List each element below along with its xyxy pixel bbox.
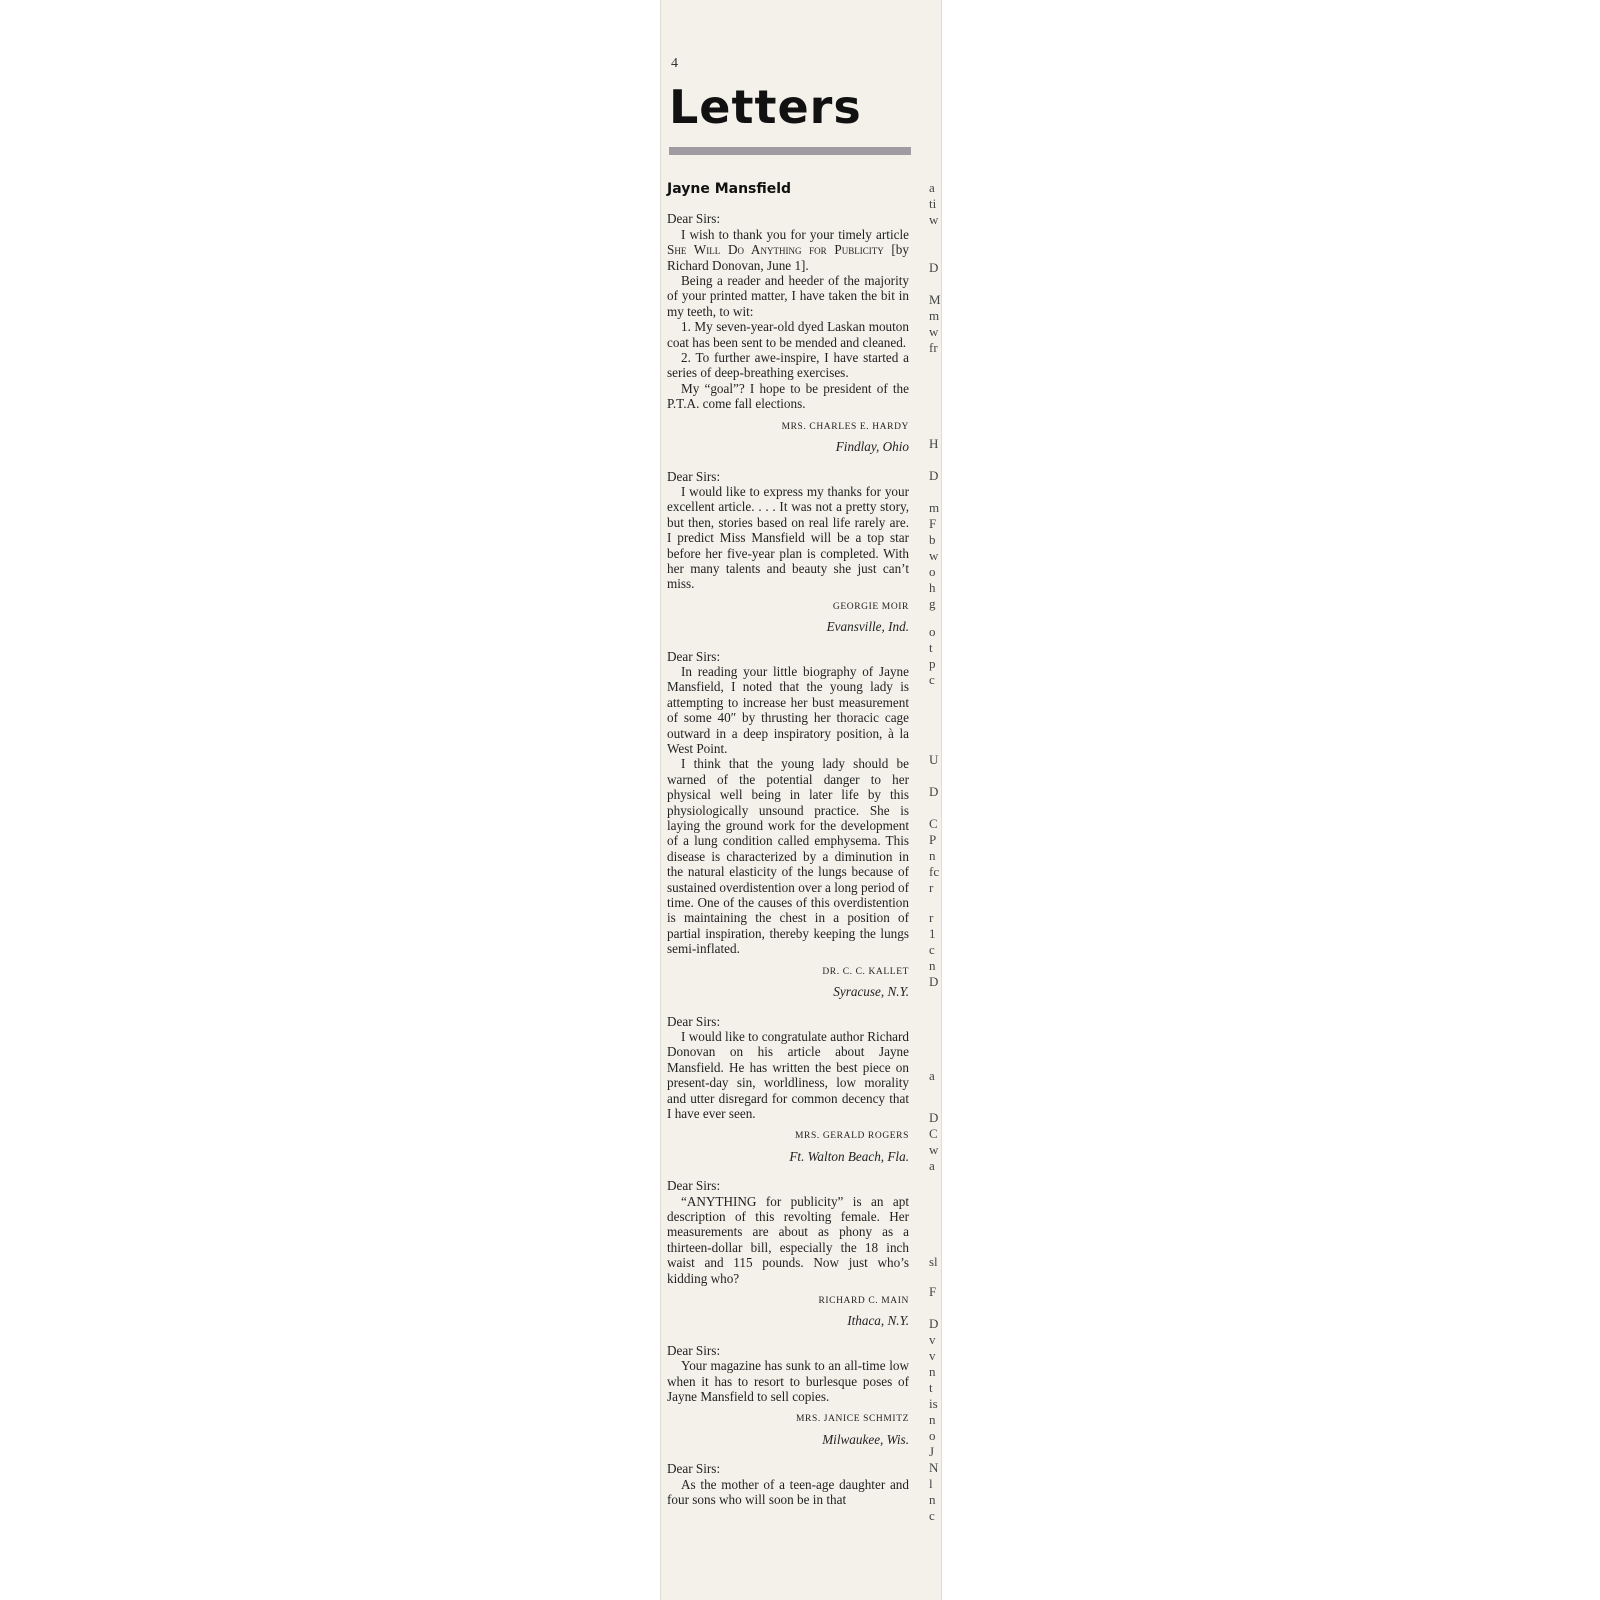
column-fragment: c: [929, 1508, 935, 1523]
column-fragment: c: [929, 672, 935, 687]
column-fragment: g: [929, 596, 936, 611]
letter-salutation: Dear Sirs:: [667, 1013, 721, 1029]
letter-location: Findlay, Ohio: [835, 439, 909, 455]
letter: [667, 1014, 909, 1165]
column-fragment: r: [929, 880, 934, 895]
column-fragment: D: [929, 974, 939, 989]
column-fragment: is: [929, 1396, 938, 1411]
letter-signature: RICHARD C. MAIN: [818, 1296, 909, 1306]
column-fragment: c: [929, 942, 935, 957]
letter-salutation: Dear Sirs:: [667, 211, 721, 227]
column-fragment: a: [929, 1068, 935, 1083]
column-fragment: H: [929, 436, 939, 451]
letter: [667, 469, 909, 635]
column-fragment: M: [929, 292, 941, 307]
letter-paragraph: I would like to express my thanks for your excellent article. . . . It was not a pretty story, but then, stories based on real life rarely are. I predict Miss Mansfield will be a top star before her five-year plan is completed. With her many talents and beauty she just can’t miss.: [667, 483, 909, 592]
letter: [667, 1178, 909, 1329]
letter-paragraph: Your magazine has sunk to an all-time low when it has to resort to burlesque poses of Jayne Mansfield to sell copies.: [667, 1358, 909, 1405]
letter-paragraph: As the mother of a teen-age daughter and four sons who will soon be in that: [667, 1476, 909, 1508]
column-fragment: D: [929, 468, 939, 483]
letters-column: [667, 182, 909, 1521]
column-fragment: o: [929, 564, 936, 579]
letter-paragraph: 1. My seven-year-old dyed Laskan mouton coat has been sent to be mended and cleaned.: [667, 319, 909, 350]
column-fragment: o: [929, 624, 936, 639]
column-fragment: D: [929, 260, 939, 275]
letter-paragraph: I would like to congratulate author Richard Donovan on his article about Jayne Mansfield. He has written the best piece on present-day sin, worldliness, low morality and utter disregard for common decency that I have ever seen.: [667, 1028, 909, 1121]
column-fragment: v: [929, 1348, 936, 1363]
column-fragment: m: [929, 308, 940, 323]
letter-location: Syracuse, N.Y.: [833, 984, 909, 1000]
column-fragment: n: [929, 1412, 936, 1427]
letter-signature: GEORGIE MOIR: [832, 601, 909, 612]
letter: [667, 1461, 909, 1507]
column-fragment: m: [929, 500, 940, 515]
article-title: She Will Do Anything for Publicity: [667, 242, 884, 258]
letter-salutation: Dear Sirs:: [667, 1461, 721, 1477]
column-fragment: C: [929, 1126, 938, 1141]
letter-paragraph: In reading your little biography of Jayne Mansfield, I noted that the young lady is attempting to increase her bust measurement of some 40″ by thrusting her thoracic cage outward in a deep inspiratory position, à la West Point.: [667, 663, 909, 756]
column-fragment: U: [929, 752, 939, 767]
letter-location: Ithaca, N.Y.: [847, 1313, 909, 1329]
page-title: Letters: [669, 80, 862, 134]
letter-paragraph: I think that the young lady should be warned of the potential danger to her physical well being in later life by this physiologically unsound practice. She is laying the ground work for the development of a lung condition called emphysema. This disease is characterized by a diminution in the natural elasticity of the lungs because of sustained overdistention over a long period of time. One of the causes of this overdistention is maintaining the chest in a position of partial inspiration, thereby keeping the lungs semi-inflated.: [667, 756, 909, 957]
column-fragment: F: [929, 1284, 937, 1299]
column-fragment: h: [929, 580, 936, 595]
column-fragment: a: [929, 1158, 935, 1173]
column-fragment: b: [929, 532, 936, 547]
column-fragment: P: [929, 832, 937, 847]
column-fragment: w: [929, 548, 939, 563]
letter-salutation: Dear Sirs:: [667, 468, 721, 484]
magazine-page-strip: [660, 0, 942, 1600]
column-fragment: v: [929, 1332, 936, 1347]
column-fragment: n: [929, 848, 936, 863]
letter: [667, 1343, 909, 1447]
letter-paragraph: “ANYTHING for publicity” is an apt description of this revolting female. Her measurements are about as phony as a thirteen-dollar bill, especially the 18 inch waist and 115 pounds. Now just who’s kidding who?: [667, 1193, 909, 1286]
column-fragment: D: [929, 784, 939, 799]
letter-location: Ft. Walton Beach, Fla.: [789, 1148, 909, 1164]
letter: [667, 211, 909, 454]
letter: [667, 649, 909, 1000]
column-fragment: p: [929, 656, 936, 671]
column-fragment: t: [929, 1380, 933, 1395]
column-fragment: sl: [929, 1254, 938, 1269]
column-fragment: n: [929, 1364, 936, 1379]
column-fragment: r: [929, 910, 934, 925]
column-fragment: a: [929, 180, 935, 195]
column-fragment: fr: [929, 340, 938, 355]
letter-signature: MRS. JANICE SCHMITZ: [795, 1414, 909, 1425]
letter-signature: DR. C. C. KALLET: [822, 966, 909, 977]
column-fragment: D: [929, 1110, 939, 1125]
column-fragment: n: [929, 1492, 936, 1507]
column-fragment: fc: [929, 864, 940, 879]
column-fragment: F: [929, 516, 937, 531]
column-fragment: o: [929, 1428, 936, 1443]
column-fragment: w: [929, 1142, 939, 1157]
letter-paragraph: I wish to thank you for your timely article She Will Do Anything for Publicity [by Richard Donovan, June 1].: [667, 226, 909, 273]
title-rule: [669, 147, 911, 155]
letter-location: Evansville, Ind.: [826, 619, 909, 635]
column-fragment: w: [929, 324, 939, 339]
letter-salutation: Dear Sirs:: [667, 1178, 721, 1194]
letter-signature: MRS. CHARLES E. HARDY: [781, 421, 909, 432]
letter-paragraph: Being a reader and heeder of the majority of your printed matter, I have taken the bit in my teeth, to wit:: [667, 273, 909, 319]
column-fragment: ti: [929, 196, 937, 211]
section-heading: Jayne Mansfield: [667, 181, 792, 197]
letter-salutation: Dear Sirs:: [667, 1342, 721, 1358]
column-fragment: 1: [929, 926, 936, 941]
column-fragment: t: [929, 640, 933, 655]
column-fragment: D: [929, 1316, 939, 1331]
column-fragment: w: [929, 212, 939, 227]
letter-signature: MRS. GERALD ROGERS: [795, 1131, 909, 1142]
letter-paragraph: My “goal”? I hope to be president of the P.T.A. come fall elections.: [667, 380, 909, 412]
column-fragment: N: [929, 1460, 939, 1475]
page-number: 4: [671, 56, 678, 71]
column-fragment: C: [929, 816, 938, 831]
letter-location: Milwaukee, Wis.: [822, 1431, 909, 1447]
column-fragment: J: [929, 1444, 935, 1459]
letter-salutation: Dear Sirs:: [667, 648, 721, 664]
letter-paragraph: 2. To further awe-inspire, I have started a series of deep-breathing exercises.: [667, 350, 909, 381]
column-fragment: l: [929, 1476, 933, 1491]
column-fragment: n: [929, 958, 936, 973]
